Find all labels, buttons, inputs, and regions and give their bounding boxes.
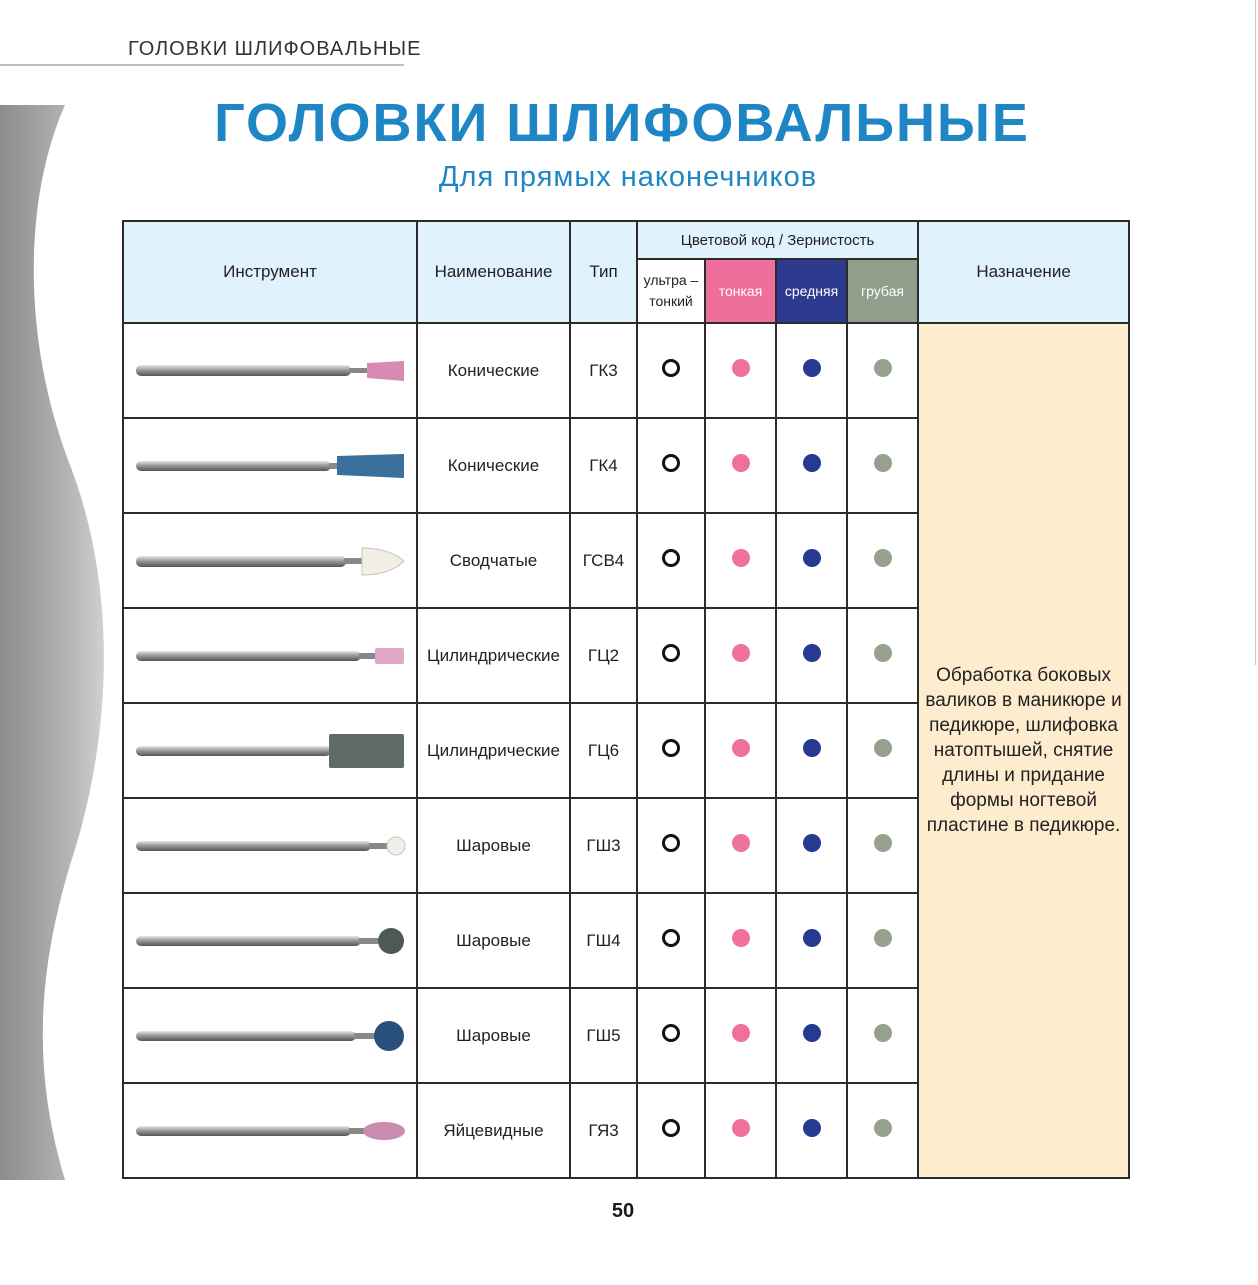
row-type: ГШ3 (570, 798, 637, 893)
ultra-fine-dot-icon (662, 1024, 680, 1042)
arched-bur-white-image (134, 544, 406, 578)
header-purpose: Назначение (918, 221, 1129, 323)
ultra-fine-dot-icon (662, 644, 680, 662)
ball-bur-dark-gray-image (134, 924, 406, 958)
fine-cell (705, 608, 776, 703)
ultra-fine-dot-icon (662, 739, 680, 757)
right-edge-rule (1255, 0, 1256, 665)
medium-cell (776, 513, 847, 608)
coarse-dot-icon (874, 834, 892, 852)
grit-medium-header: средняя (776, 259, 847, 323)
tool-image-cell (123, 513, 417, 608)
ball-bur-blue-image (134, 1017, 406, 1055)
medium-dot-icon (803, 359, 821, 377)
running-header: ГОЛОВКИ ШЛИФОВАЛЬНЫЕ (128, 38, 422, 60)
coarse-cell (847, 513, 918, 608)
egg-bur-pink-image (134, 1116, 406, 1146)
row-name: Конические (417, 418, 570, 513)
medium-cell (776, 323, 847, 418)
page-number: 50 (611, 1200, 635, 1222)
ball-bur-white-image (134, 831, 406, 861)
ultra-fine-dot-icon (662, 549, 680, 567)
row-name: Шаровые (417, 988, 570, 1083)
fine-cell (705, 798, 776, 893)
fine-dot-icon (732, 1024, 750, 1042)
row-name: Цилиндрические (417, 703, 570, 798)
page-subtitle: Для прямых наконечников (438, 161, 818, 193)
ultra-fine-cell (637, 988, 705, 1083)
header-name: Наименование (417, 221, 570, 323)
coarse-cell (847, 1083, 918, 1178)
fine-dot-icon (732, 454, 750, 472)
medium-dot-icon (803, 549, 821, 567)
tool-image-cell (123, 418, 417, 513)
grit-ultra-fine-header (637, 259, 705, 323)
medium-dot-icon (803, 454, 821, 472)
header-tool: Инструмент (123, 221, 417, 323)
medium-dot-icon (803, 644, 821, 662)
ultra-fine-cell (637, 703, 705, 798)
medium-cell (776, 703, 847, 798)
table-row (123, 323, 1129, 418)
fine-cell (705, 893, 776, 988)
ultra-fine-dot-icon (662, 1119, 680, 1137)
medium-dot-icon (803, 1119, 821, 1137)
coarse-cell (847, 893, 918, 988)
row-type: ГК3 (570, 323, 637, 418)
fine-dot-icon (732, 549, 750, 567)
side-wave-decoration (0, 105, 110, 1180)
fine-dot-icon (732, 739, 750, 757)
row-name: Конические (417, 323, 570, 418)
row-type: ГСВ4 (570, 513, 637, 608)
row-name: Цилиндрические (417, 608, 570, 703)
coarse-dot-icon (874, 929, 892, 947)
fine-cell (705, 703, 776, 798)
fine-cell (705, 513, 776, 608)
coarse-dot-icon (874, 359, 892, 377)
medium-cell (776, 988, 847, 1083)
grit-ultra-label-1: ультра – (643, 272, 699, 288)
ultra-fine-dot-icon (662, 834, 680, 852)
row-type: ГЦ2 (570, 608, 637, 703)
grit-coarse-header: грубая (847, 259, 918, 323)
grit-fine-header: тонкая (705, 259, 776, 323)
ultra-fine-cell (637, 1083, 705, 1178)
ultra-fine-cell (637, 513, 705, 608)
row-type: ГЦ6 (570, 703, 637, 798)
row-type: ГК4 (570, 418, 637, 513)
coarse-dot-icon (874, 454, 892, 472)
fine-dot-icon (732, 834, 750, 852)
tool-image-cell (123, 1083, 417, 1178)
page-title: ГОЛОВКИ ШЛИФОВАЛЬНЫЕ (214, 93, 1030, 153)
coarse-dot-icon (874, 739, 892, 757)
row-name: Сводчатые (417, 513, 570, 608)
coarse-cell (847, 703, 918, 798)
fine-cell (705, 1083, 776, 1178)
row-name: Шаровые (417, 798, 570, 893)
medium-cell (776, 1083, 847, 1178)
coarse-dot-icon (874, 549, 892, 567)
fine-dot-icon (732, 644, 750, 662)
ultra-fine-dot-icon (662, 454, 680, 472)
row-name: Яйцевидные (417, 1083, 570, 1178)
medium-cell (776, 608, 847, 703)
coarse-cell (847, 323, 918, 418)
purpose-text: Обработка боковых валиков в маникюре и педикюре, шлифовка натоптышей, снятие длины и придание формы ногтевой пластине в педикюре. (918, 323, 1129, 1178)
fine-dot-icon (732, 929, 750, 947)
ultra-fine-cell (637, 608, 705, 703)
coarse-cell (847, 608, 918, 703)
ultra-fine-cell (637, 323, 705, 418)
ultra-fine-cell (637, 798, 705, 893)
tool-image-cell (123, 608, 417, 703)
product-table (122, 220, 1130, 1179)
medium-dot-icon (803, 1024, 821, 1042)
medium-dot-icon (803, 929, 821, 947)
fine-dot-icon (732, 1119, 750, 1137)
medium-cell (776, 418, 847, 513)
row-name: Шаровые (417, 893, 570, 988)
row-type: ГШ4 (570, 893, 637, 988)
fine-cell (705, 323, 776, 418)
tool-image-cell (123, 893, 417, 988)
running-header-rule (0, 64, 404, 66)
coarse-dot-icon (874, 1024, 892, 1042)
coarse-cell (847, 988, 918, 1083)
ultra-fine-dot-icon (662, 929, 680, 947)
medium-dot-icon (803, 739, 821, 757)
medium-cell (776, 893, 847, 988)
cylindrical-bur-pink-image (134, 643, 406, 669)
fine-cell (705, 988, 776, 1083)
tool-image-cell (123, 323, 417, 418)
coarse-cell (847, 418, 918, 513)
ultra-fine-cell (637, 893, 705, 988)
ultra-fine-cell (637, 418, 705, 513)
grit-ultra-label-2: тонкий (649, 293, 693, 309)
conical-bur-pink-image (134, 356, 406, 386)
row-type: ГШ5 (570, 988, 637, 1083)
header-type: Тип (570, 221, 637, 323)
header-color-code: Цветовой код / Зернистость (637, 221, 918, 259)
conical-bur-blue-image (134, 451, 406, 481)
fine-cell (705, 418, 776, 513)
tool-image-cell (123, 798, 417, 893)
tool-image-cell (123, 988, 417, 1083)
coarse-dot-icon (874, 1119, 892, 1137)
cylindrical-bur-gray-image (134, 731, 406, 771)
coarse-cell (847, 798, 918, 893)
tool-image-cell (123, 703, 417, 798)
medium-dot-icon (803, 834, 821, 852)
row-type: ГЯ3 (570, 1083, 637, 1178)
ultra-fine-dot-icon (662, 359, 680, 377)
medium-cell (776, 798, 847, 893)
coarse-dot-icon (874, 644, 892, 662)
fine-dot-icon (732, 359, 750, 377)
